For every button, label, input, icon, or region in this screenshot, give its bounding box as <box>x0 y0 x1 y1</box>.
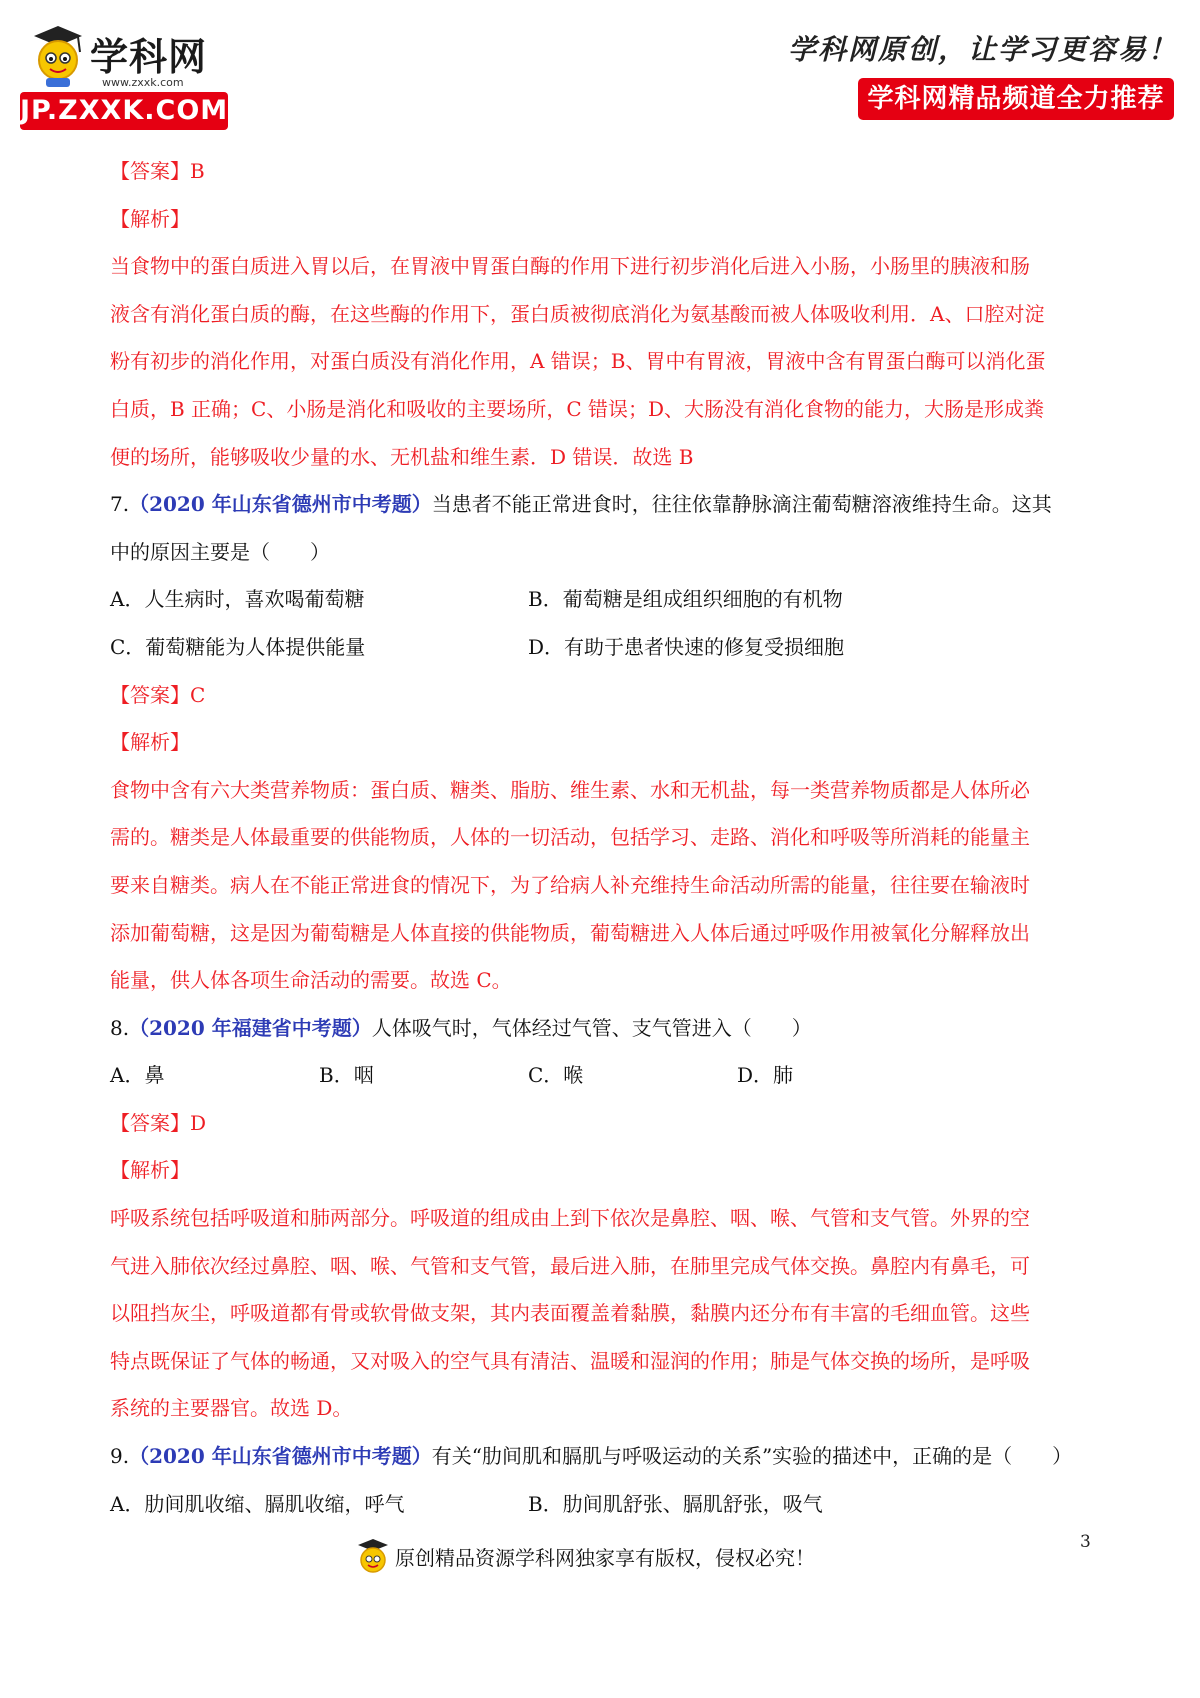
answer-label: 【答案】 <box>110 1110 190 1135</box>
analysis-line: 系统的主要器官。故选 D。 <box>110 1396 353 1421</box>
analysis-line: 能量，供人体各项生命活动的需要。故选 C。 <box>110 968 512 993</box>
analysis-line: 液含有消化蛋白质的酶，在这些酶的作用下，蛋白质被彻底消化为氨基酸而被人体吸收利用．A、口腔对淀 <box>110 301 1045 326</box>
analysis-label: 【解析】 <box>110 1158 190 1183</box>
analysis-text <box>110 767 1100 1005</box>
page-number: 3 <box>1080 1532 1091 1552</box>
mascot-icon <box>355 1536 391 1576</box>
analysis-line: 特点既保证了气体的畅通，又对吸入的空气具有清洁、温暖和湿润的作用；肺是气体交换的场所，是呼吸 <box>110 1348 1030 1373</box>
question-7 <box>110 481 1100 529</box>
option-d[interactable]: D．有助于患者快速的修复受损细胞 <box>528 634 845 659</box>
option-c[interactable]: C．喉 <box>528 1063 584 1088</box>
header-slogan-area <box>787 28 1178 123</box>
question-source: （2020 年福建省中考题） <box>129 1015 372 1040</box>
option-c[interactable]: C．葡萄糖能为人体提供能量 <box>110 634 366 659</box>
question-source: （2020 年山东省德州市中考题） <box>129 1444 432 1469</box>
mascot-icon <box>28 22 88 88</box>
document-body <box>110 148 1100 1528</box>
options-row <box>110 576 1100 624</box>
question-source: （2020 年山东省德州市中考题） <box>129 492 432 517</box>
question-text: 当患者不能正常进食时，往往依靠静脉滴注葡萄糖溶液维持生命。这其 <box>431 492 1052 517</box>
options-row <box>110 624 1100 672</box>
copyright-notice: 原创精品资源学科网独家享有版权，侵权必究！ <box>395 1545 815 1570</box>
option-b[interactable]: B．咽 <box>319 1063 374 1088</box>
answer-line <box>110 1100 1100 1148</box>
question-8 <box>110 1005 1100 1053</box>
analysis-line: 食物中含有六大类营养物质：蛋白质、糖类、脂肪、维生素、水和无机盐，每一类营养物质都是人体所必 <box>110 777 1030 802</box>
brand-name: 学科网 <box>90 35 208 79</box>
option-b[interactable]: B．肋间肌舒张、膈肌舒张，吸气 <box>528 1491 823 1516</box>
option-b[interactable]: B．葡萄糖是组成组织细胞的有机物 <box>528 587 843 612</box>
analysis-text <box>110 243 1100 481</box>
options-row <box>110 1052 1100 1100</box>
analysis-line: 需的。糖类是人体最重要的供能物质，人体的一切活动，包括学习、走路、消化和呼吸等所消耗的能量主 <box>110 825 1030 850</box>
option-d[interactable]: D．肺 <box>737 1063 794 1088</box>
answer-value: D <box>190 1110 207 1135</box>
answer-line <box>110 672 1100 720</box>
analysis-line: 气进入肺依次经过鼻腔、咽、喉、气管和支气管，最后进入肺，在肺里完成气体交换。鼻腔内有鼻毛，可 <box>110 1253 1030 1278</box>
analysis-line: 粉有初步的消化作用，对蛋白质没有消化作用，A 错误；B、胃中有胃液，胃液中含有胃蛋白酶可以消化蛋 <box>110 349 1046 374</box>
analysis-line: 当食物中的蛋白质进入胃以后，在胃液中胃蛋白酶的作用下进行初步消化后进入小肠，小肠里的胰液和肠 <box>110 254 1030 279</box>
analysis-line: 以阻挡灰尘，呼吸道都有骨或软骨做支架，其内表面覆盖着黏膜，黏膜内还分布有丰富的毛细血管。这些 <box>110 1301 1030 1326</box>
site-logo[interactable] <box>20 18 230 126</box>
analysis-text <box>110 1195 1100 1433</box>
question-text: 有关“肋间肌和膈肌与呼吸运动的关系”实验的描述中，正确的是（ ） <box>431 1444 1073 1469</box>
option-a[interactable]: A．鼻 <box>110 1063 165 1088</box>
recommend-badge: 学科网精品频道全力推荐 <box>858 78 1174 120</box>
brand-url: www.zxxk.com <box>102 76 184 89</box>
site-badge: JP.ZXXK.COM <box>20 92 228 130</box>
question-number: 9. <box>110 1444 130 1469</box>
analysis-label: 【解析】 <box>110 206 190 231</box>
analysis-line: 便的场所，能够吸收少量的水、无机盐和维生素．D 错误．故选 B <box>110 444 694 469</box>
analysis-line: 白质，B 正确；C、小肠是消化和吸收的主要场所，C 错误；D、大肠没有消化食物的能力，大肠是形成粪 <box>110 396 1045 421</box>
question-9 <box>110 1433 1100 1481</box>
option-a[interactable]: A．人生病时，喜欢喝葡萄糖 <box>110 587 365 612</box>
option-a[interactable]: A．肋间肌收缩、膈肌收缩，呼气 <box>110 1491 405 1516</box>
analysis-label: 【解析】 <box>110 730 190 755</box>
question-number: 7. <box>110 492 130 517</box>
analysis-line: 要来自糖类。病人在不能正常进食的情况下，为了给病人补充维持生命活动所需的能量，往往要在输液时 <box>110 872 1030 897</box>
answer-line <box>110 148 1100 196</box>
options-row <box>110 1481 1100 1529</box>
question-text: 中的原因主要是（ ） <box>110 539 330 564</box>
answer-label: 【答案】 <box>110 682 190 707</box>
answer-value: C <box>190 682 206 707</box>
footer <box>355 1536 815 1576</box>
answer-value: B <box>190 159 205 183</box>
question-number: 8. <box>110 1015 130 1040</box>
question-text: 人体吸气时，气体经过气管、支气管进入（ ） <box>371 1015 812 1040</box>
slogan: 学科网原创，让学习更容易！ <box>787 33 1178 66</box>
answer-label: 【答案】 <box>110 159 190 183</box>
analysis-line: 添加葡萄糖，这是因为葡萄糖是人体直接的供能物质，葡萄糖进入人体后通过呼吸作用被氧化分解释放出 <box>110 920 1030 945</box>
analysis-line: 呼吸系统包括呼吸道和肺两部分。呼吸道的组成由上到下依次是鼻腔、咽、喉、气管和支气管。外界的空 <box>110 1206 1030 1231</box>
